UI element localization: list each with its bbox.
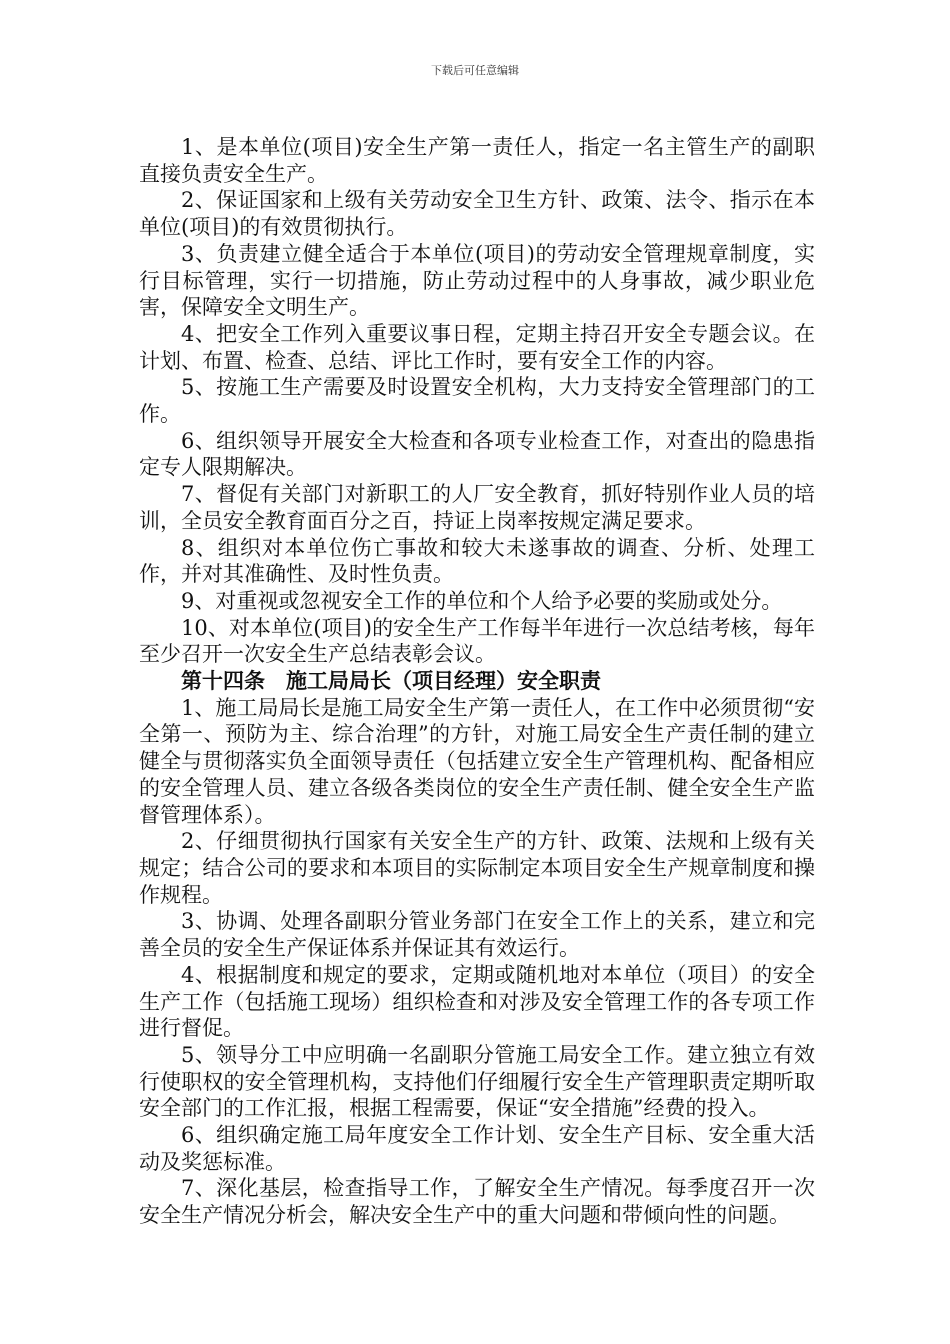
section-heading-article-14: 第十四条 施工局局长（项目经理）安全职责 <box>181 668 601 694</box>
paragraph-duty-7: 7、深化基层，检查指导工作，了解安全生产情况。每季度召开一次安全生产情况分析会，解决安全生产中的重大问题和带倾向性的问题。 <box>139 1176 815 1228</box>
paragraph-item-4: 4、把安全工作列入重要议事日程，定期主持召开安全专题会议。在计划、布置、检查、总结、评比工作时，要有安全工作的内容。 <box>139 321 815 373</box>
paragraph-item-2: 2、保证国家和上级有关劳动安全卫生方针、政策、法令、指示在本单位(项目)的有效贯彻执行。 <box>139 188 815 240</box>
paragraph-duty-3: 3、协调、处理各副职分管业务部门在安全工作上的关系，建立和完善全员的安全生产保证体系并保证其有效运行。 <box>139 909 815 961</box>
paragraph-item-7: 7、督促有关部门对新职工的人厂安全教育，抓好特别作业人员的培训，全员安全教育面百分之百，持证上岗率按规定满足要求。 <box>139 482 815 533</box>
paragraph-duty-1: 1、施工局局长是施工局安全生产第一责任人，在工作中必须贯彻“安全第一、预防为主、综合治理”的方针，对施工局安全生产责任制的建立健全与贯彻落实负全面领导责任（包括建立安全生产管理机构、配备相应的安全管理人员、建立各级各类岗位的安全生产责任制、健全安全生产监督管理体系）。 <box>139 695 815 827</box>
page-header-note: 下载后可任意编辑 <box>431 64 519 77</box>
document-body <box>139 134 815 1229</box>
paragraph-duty-5: 5、领导分工中应明确一名副职分管施工局安全工作。建立独立有效行使职权的安全管理机构，支持他们仔细履行安全生产管理职责定期听取安全部门的工作汇报，根据工程需要，保证“安全措施”经费的投入。 <box>139 1042 815 1121</box>
paragraph-item-1: 1、是本单位(项目)安全生产第一责任人，指定一名主管生产的副职直接负责安全生产。 <box>139 135 815 186</box>
paragraph-item-9: 9、对重视或忽视安全工作的单位和个人给予必要的奖励或处分。 <box>181 588 783 613</box>
paragraph-item-3: 3、负责建立健全适合于本单位(项目)的劳动安全管理规章制度，实行目标管理，实行一切措施，防止劳动过程中的人身事故，减少职业危害，保障安全文明生产。 <box>139 241 815 320</box>
paragraph-duty-2: 2、仔细贯彻执行国家有关安全生产的方针、政策、法规和上级有关规定；结合公司的要求和本项目的实际制定本项目安全生产规章制度和操作规程。 <box>139 829 815 907</box>
paragraph-duty-4: 4、根据制度和规定的要求，定期或随机地对本单位（项目）的安全生产工作（包括施工现场）组织检查和对涉及安全管理工作的各专项工作进行督促。 <box>139 962 815 1041</box>
paragraph-item-10: 10、对本单位(项目)的安全生产工作每半年进行一次总结考核，每年至少召开一次安全生产总结表彰会议。 <box>139 615 815 667</box>
paragraph-item-6: 6、组织领导开展安全大检查和各项专业检查工作，对查出的隐患指定专人限期解决。 <box>139 428 815 480</box>
paragraph-item-5: 5、按施工生产需要及时设置安全机构，大力支持安全管理部门的工作。 <box>139 375 815 427</box>
paragraph-item-8: 8、组织对本单位伤亡事故和较大未遂事故的调查、分析、处理工作，并对其准确性、及时性负责。 <box>139 535 815 587</box>
paragraph-duty-6: 6、组织确定施工局年度安全工作计划、安全生产目标、安全重大活动及奖惩标准。 <box>139 1123 815 1174</box>
